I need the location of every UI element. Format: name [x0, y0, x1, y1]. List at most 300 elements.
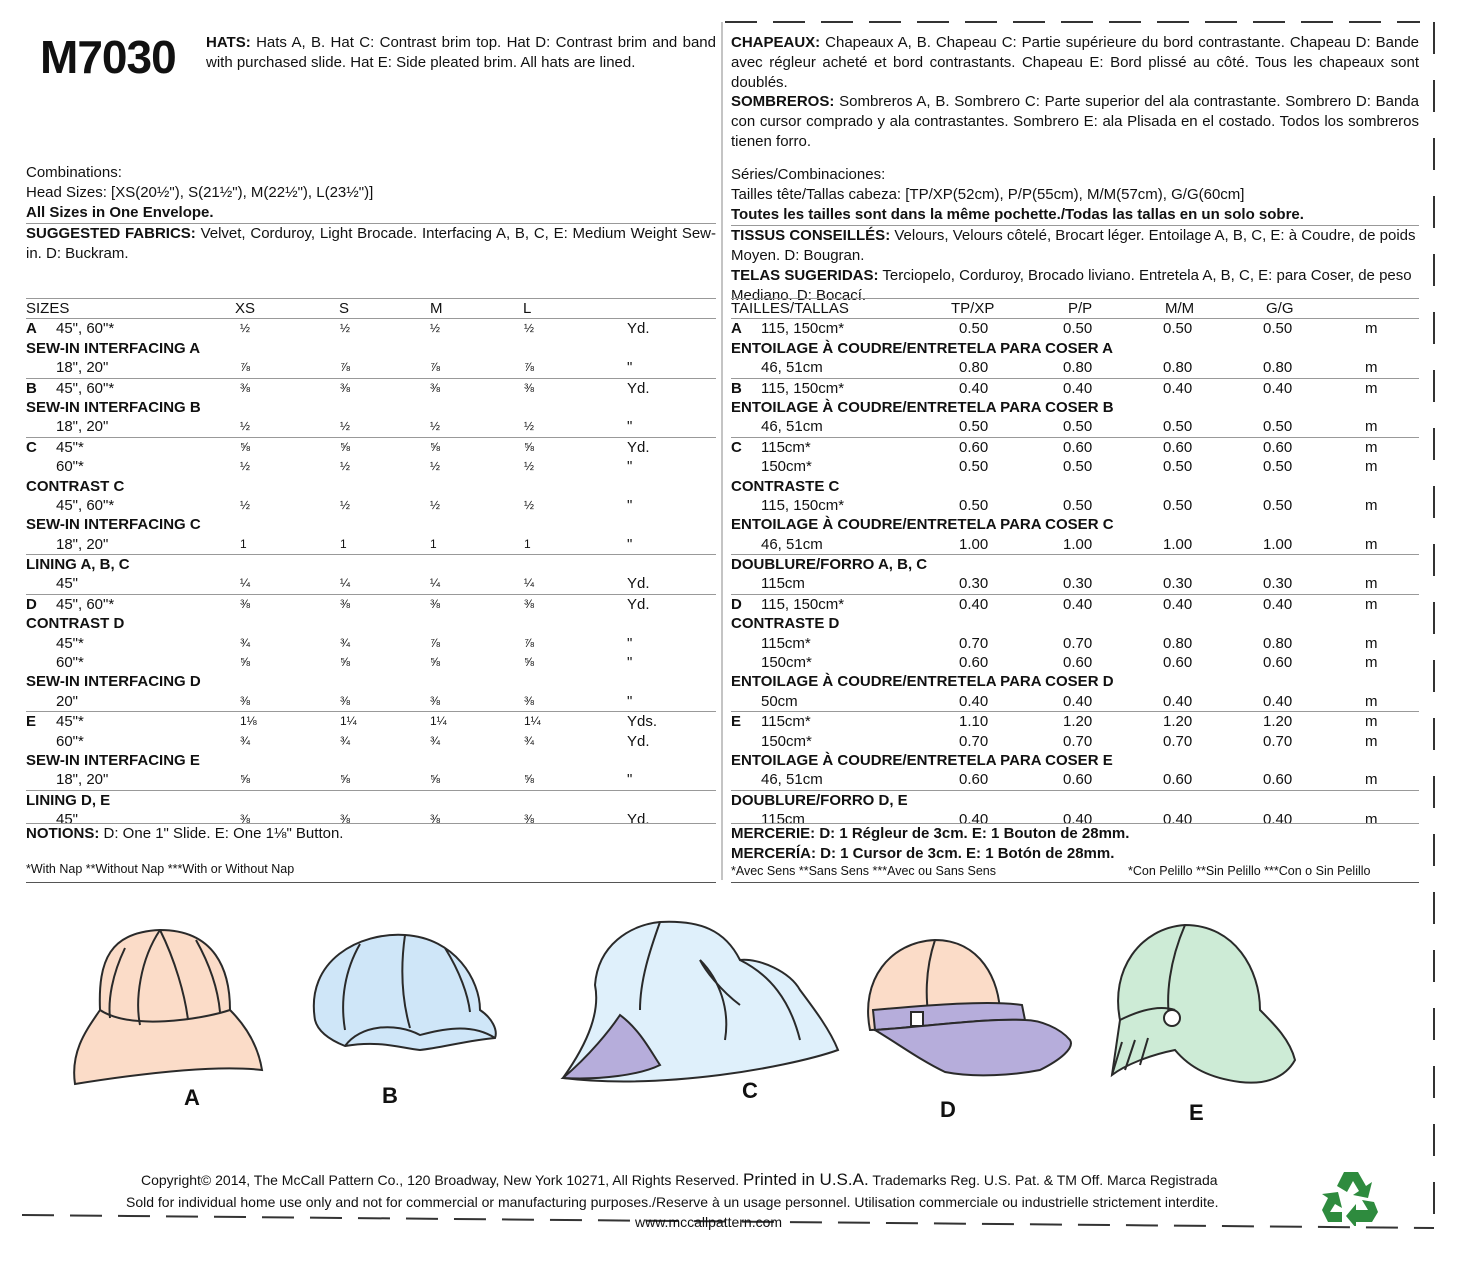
recycle-icon — [1320, 1168, 1382, 1226]
yardage-value: 1.00 — [959, 535, 989, 553]
table-header — [731, 298, 1419, 318]
yardage-value: 0.30 — [1163, 575, 1193, 593]
footnote-fr: *Avec Sens **Sans Sens ***Avec ou Sans Sens — [731, 864, 996, 878]
yardage-value: 0.70 — [1063, 732, 1093, 750]
table-section-heading — [26, 515, 716, 534]
yardage-value: ½ — [524, 459, 535, 474]
yardage-value: ⅜ — [240, 693, 251, 708]
yardage-value: ⅝ — [240, 439, 251, 454]
section-title: CONTRAST C — [26, 477, 125, 495]
yardage-value: 1¼ — [524, 714, 541, 729]
fabric-width: 60"* — [56, 654, 84, 672]
unit: m — [1365, 713, 1378, 731]
table-section-heading — [26, 398, 716, 417]
unit: m — [1365, 634, 1378, 652]
view-letter: A — [731, 320, 742, 338]
yardage-value: 1.00 — [1263, 535, 1293, 553]
yardage-value: ¾ — [340, 733, 351, 748]
yardage-value: ⅜ — [340, 812, 351, 827]
usage-line: Sold for individual home use only and not for commercial or manufacturing purposes./Reserve à un usage personnel. Utilisation commerciale ou industrielle strictement interdite. — [126, 1194, 1219, 1210]
table-section-heading — [26, 790, 716, 810]
yardage-value: 0.50 — [1163, 458, 1193, 476]
yardage-value: ⅜ — [524, 693, 535, 708]
yardage-value: 0.50 — [1063, 496, 1093, 514]
yardage-value: ¾ — [524, 733, 535, 748]
fabric-width: 46, 51cm — [761, 418, 823, 436]
unit: m — [1365, 575, 1378, 593]
table-row — [731, 496, 1419, 515]
table-section-heading — [26, 614, 716, 633]
section-title: ENTOILAGE À COUDRE/ENTRETELA PARA COSER B — [731, 398, 1114, 416]
yardage-value: 0.60 — [1263, 654, 1293, 672]
yardage-value: ⅜ — [430, 380, 441, 395]
view-letter: C — [731, 438, 742, 456]
fabric-width: 115, 150cm* — [761, 379, 845, 397]
yardage-value: 0.70 — [1163, 732, 1193, 750]
yardage-value: 1 — [240, 536, 247, 551]
unit: " — [627, 496, 633, 514]
fabric-width: 46, 51cm — [761, 771, 823, 789]
fabric-width: 115cm* — [761, 634, 811, 652]
table-section-heading — [731, 398, 1419, 417]
table-row — [731, 770, 1419, 789]
table-row — [731, 574, 1419, 593]
yardage-value: 0.40 — [1063, 692, 1093, 710]
table-row — [731, 634, 1419, 653]
yardage-value: 0.80 — [1163, 359, 1193, 377]
table-section-heading — [731, 477, 1419, 496]
fabric-width: 115cm* — [761, 438, 811, 456]
table-row — [731, 711, 1419, 731]
unit: m — [1365, 535, 1378, 553]
table-row — [26, 535, 716, 554]
hat-a-drawing — [74, 930, 262, 1084]
yardage-value: 0.60 — [959, 438, 989, 456]
fabric-width: 45", 60"* — [56, 595, 115, 613]
fabric-width: 115cm — [761, 575, 805, 593]
yardage-value: ¾ — [430, 733, 441, 748]
table-row — [26, 318, 716, 338]
table-row — [26, 770, 716, 789]
table-row — [26, 653, 716, 672]
table-section-heading — [26, 672, 716, 691]
yardage-value: 1.20 — [1063, 713, 1093, 731]
table-row — [731, 417, 1419, 436]
table-row — [26, 496, 716, 515]
section-title: ENTOILAGE À COUDRE/ENTRETELA PARA COSER D — [731, 673, 1114, 691]
fabric-width: 45" — [56, 811, 79, 829]
table-row — [731, 653, 1419, 672]
yardage-value: ⅞ — [430, 635, 441, 650]
yardage-value: 0.80 — [1063, 359, 1093, 377]
unit: Yd. — [627, 732, 650, 750]
table-header-cell: M/M — [1165, 300, 1195, 317]
table-row — [26, 732, 716, 751]
fabric-width: 50cm — [761, 692, 798, 710]
unit: " — [627, 692, 633, 710]
unit: m — [1365, 692, 1378, 710]
yardage-value: 0.40 — [1263, 379, 1293, 397]
yardage-value: 1.20 — [1163, 713, 1193, 731]
fabric-width: 115, 150cm* — [761, 496, 845, 514]
footnote-es: *Con Pelillo **Sin Pelillo ***Con o Sin Pelillo — [1128, 864, 1371, 878]
yardage-value: ½ — [240, 497, 251, 512]
fabric-width: 115cm — [761, 811, 805, 829]
yardage-value: 1.00 — [1063, 535, 1093, 553]
hat-b-drawing — [314, 935, 496, 1050]
yardage-value: ⅞ — [240, 360, 251, 375]
fabric-width: 18", 20" — [56, 771, 109, 789]
notions-en: NOTIONS: D: One 1" Slide. E: One 1⅛" Button. — [26, 823, 716, 844]
section-title: CONTRASTE D — [731, 615, 840, 633]
yardage-value: ⅜ — [524, 812, 535, 827]
yardage-value: ⅜ — [524, 596, 535, 611]
yardage-value: ¼ — [340, 576, 351, 591]
fabric-width: 18", 20" — [56, 535, 109, 553]
yardage-value: 0.80 — [1263, 634, 1293, 652]
yardage-value: 0.60 — [959, 654, 989, 672]
section-title: SEW-IN INTERFACING B — [26, 398, 201, 416]
yardage-value: ⅝ — [430, 439, 441, 454]
table-header-cell: P/P — [1068, 300, 1093, 317]
table-row — [731, 457, 1419, 476]
table-row — [26, 417, 716, 436]
intro-fr: CHAPEAUX: Chapeaux A, B. Chapeau C: Partie supérieure du bord contrastante. Chapeau D: Bande avec régleur acheté et bord contrastants. Chapeau E: Bord plissé au côté. Tous les chapeaux sont doublés. — [731, 34, 1420, 91]
yardage-value: ⅜ — [240, 812, 251, 827]
yardage-value: 0.50 — [1063, 418, 1093, 436]
hat-label-d: D — [940, 1097, 956, 1122]
view-letter: B — [26, 379, 37, 397]
section-title: DOUBLURE/FORRO A, B, C — [731, 556, 928, 574]
unit: m — [1365, 732, 1378, 750]
view-letter: D — [731, 595, 742, 613]
yardage-value: 0.40 — [1163, 692, 1193, 710]
info-fr: Séries/Combinaciones: Tailles tête/Tallas cabeza: [TP/XP(52cm), P/P(55cm), M/M(57cm), G/G(60cm] Toutes les tailles sont dans la même pochette./Todas las tallas en un solo sobre. TISSUS CONSEILLÉS: Velours, Velours côtelé, Brocart léger. Entoilage A, B, C, E: à Coudre, de poids Moyen. D: Bougran. TELAS SUGERIDAS: Terciopelo, Corduroy, Brocado liviano. Entretela A, B, C, E: para Coser, de peso Mediano. D: Bocací. — [731, 165, 1419, 306]
hat-d-drawing — [868, 940, 1071, 1075]
table-section-heading — [731, 614, 1419, 633]
yardage-value: ½ — [430, 459, 441, 474]
section-title: CONTRAST D — [26, 615, 125, 633]
section-title: SEW-IN INTERFACING E — [26, 751, 200, 769]
unit: " — [627, 359, 633, 377]
table-header-cell: TAILLES/TALLAS — [731, 300, 849, 317]
info-en: Combinations: Head Sizes: [XS(20½"), S(21½"), M(22½"), L(23½")] All Sizes in One Envelope. SUGGESTED FABRICS: Velvet, Corduroy, Light Brocade. Interfacing A, B, C, E: Medium Weight Sew-in. D: Buckram. — [26, 164, 716, 262]
yardage-value: ½ — [240, 459, 251, 474]
table-section-heading — [731, 672, 1419, 691]
section-title: SEW-IN INTERFACING D — [26, 673, 201, 691]
table-row — [731, 594, 1419, 614]
yardage-value: 0.40 — [1263, 692, 1293, 710]
yardage-value: ⅝ — [340, 655, 351, 670]
table-row — [26, 594, 716, 614]
unit: m — [1365, 595, 1378, 613]
yardage-value: 0.40 — [1163, 379, 1193, 397]
yardage-value: 0.30 — [1063, 575, 1093, 593]
yardage-value: 0.40 — [959, 379, 989, 397]
table-row — [26, 634, 716, 653]
yardage-value: ⅝ — [524, 655, 535, 670]
footnote-divider-en — [26, 882, 716, 883]
table-header-cell: XS — [235, 300, 256, 317]
fabric-width: 46, 51cm — [761, 359, 823, 377]
fabric-width: 60"* — [56, 732, 84, 750]
table-row — [26, 358, 716, 377]
table-header-cell: S — [339, 300, 350, 317]
unit: " — [627, 418, 633, 436]
website[interactable]: www.mccallpattern.com — [635, 1214, 783, 1230]
yardage-value: 1 — [524, 536, 531, 551]
yardage-value: 0.50 — [1263, 496, 1293, 514]
fabric-width: 150cm* — [761, 654, 812, 672]
table-row — [731, 378, 1419, 398]
yardage-value: 0.50 — [959, 418, 989, 436]
unit: m — [1365, 496, 1378, 514]
yardage-value: ⅜ — [240, 380, 251, 395]
view-letter: C — [26, 438, 37, 456]
unit: m — [1365, 811, 1378, 829]
yardage-value: ⅞ — [340, 360, 351, 375]
fabric-width: 45"* — [56, 438, 84, 456]
yardage-value: ⅞ — [524, 635, 535, 650]
table-row — [26, 711, 716, 731]
section-title: LINING A, B, C — [26, 556, 130, 574]
yardage-table-en — [26, 298, 716, 830]
view-letter: B — [731, 379, 742, 397]
yardage-value: 0.40 — [1263, 595, 1293, 613]
yardage-value: 0.50 — [1163, 418, 1193, 436]
unit: m — [1365, 438, 1378, 456]
yardage-value: 0.50 — [1163, 320, 1193, 338]
table-header-cell: SIZES — [26, 300, 70, 317]
table-row — [26, 457, 716, 476]
fabric-width: 20" — [56, 692, 79, 710]
unit: " — [627, 634, 633, 652]
yardage-value: ½ — [430, 321, 441, 336]
yardage-value: ¼ — [240, 576, 251, 591]
unit: m — [1365, 379, 1378, 397]
copyright-line: Copyright© 2014, The McCall Pattern Co., 120 Broadway, New York 10271, All Rights Reserved. Printed in U.S.A. Trademarks Reg. U.S. Pat. & TM Off. Marca Registrada — [141, 1170, 1218, 1189]
yardage-value: ½ — [524, 321, 535, 336]
fabric-width: 45", 60"* — [56, 379, 115, 397]
yardage-value: ⅜ — [430, 693, 441, 708]
yardage-value: 0.50 — [959, 496, 989, 514]
yardage-value: 0.40 — [959, 692, 989, 710]
yardage-value: 0.40 — [1063, 595, 1093, 613]
yardage-value: ⅜ — [524, 380, 535, 395]
unit: m — [1365, 654, 1378, 672]
yardage-value: ¾ — [240, 733, 251, 748]
yardage-value: ½ — [340, 497, 351, 512]
yardage-value: ½ — [340, 419, 351, 434]
yardage-value: 1.00 — [1163, 535, 1193, 553]
yardage-value: 0.60 — [1163, 438, 1193, 456]
yardage-value: 0.60 — [1263, 438, 1293, 456]
yardage-value: ⅝ — [240, 655, 251, 670]
yardage-value: 0.60 — [1063, 438, 1093, 456]
yardage-value: ⅜ — [430, 596, 441, 611]
table-header — [26, 298, 716, 318]
intro-es: SOMBREROS: Sombreros A, B. Sombrero C: Parte superior del ala contrastante. Sombrero D: Banda con cursor comprado y ala contrastantes. Sombrero E: ala Plisada en el costado. Todos los sombreros tienen forro. — [731, 93, 1419, 150]
yardage-value: 0.50 — [1263, 458, 1293, 476]
notions-fr: MERCERIE: D: 1 Régleur de 3cm. E: 1 Bouton de 28mm. MERCERÍA: D: 1 Cursor de 3cm. E: 1 Botón de 28mm. — [731, 823, 1419, 864]
fabric-width: 115, 150cm* — [761, 320, 845, 338]
table-header-cell: G/G — [1266, 300, 1294, 317]
hat-c-drawing — [563, 922, 838, 1082]
yardage-value: 0.60 — [959, 771, 989, 789]
table-section-heading — [731, 339, 1419, 358]
yardage-value: ¾ — [240, 635, 251, 650]
table-row — [26, 378, 716, 398]
yardage-value: 0.50 — [1063, 458, 1093, 476]
fabric-width: 46, 51cm — [761, 535, 823, 553]
table-row — [731, 732, 1419, 751]
yardage-value: ½ — [240, 419, 251, 434]
hat-label-a: A — [184, 1085, 200, 1110]
fabric-width: 45", 60"* — [56, 320, 115, 338]
fabric-width: 115cm* — [761, 713, 811, 731]
table-header-cell: M — [430, 300, 443, 317]
yardage-value: ⅝ — [430, 772, 441, 787]
table-row — [731, 437, 1419, 457]
yardage-value: 0.40 — [1163, 811, 1193, 829]
section-title: ENTOILAGE À COUDRE/ENTRETELA PARA COSER A — [731, 339, 1113, 357]
yardage-table-fr — [731, 298, 1419, 830]
unit: Yds. — [627, 713, 658, 731]
fabric-width: 45"* — [56, 634, 84, 652]
table-header-cell: L — [523, 300, 532, 317]
yardage-value: 0.40 — [1063, 811, 1093, 829]
yardage-value: 1¼ — [430, 714, 447, 729]
yardage-value: ⅞ — [524, 360, 535, 375]
yardage-value: ½ — [340, 459, 351, 474]
unit: m — [1365, 418, 1378, 436]
yardage-value: 0.70 — [1063, 634, 1093, 652]
yardage-value: 0.60 — [1163, 771, 1193, 789]
yardage-value: ⅝ — [524, 772, 535, 787]
hat-label-b: B — [382, 1083, 398, 1108]
unit: " — [627, 458, 633, 476]
yardage-value: 1¼ — [340, 714, 357, 729]
yardage-value: 0.40 — [1063, 379, 1093, 397]
fabric-width: 60"* — [56, 458, 84, 476]
yardage-value: 0.40 — [1163, 595, 1193, 613]
fabric-width: 18", 20" — [56, 359, 109, 377]
pattern-number: M7030 — [40, 31, 176, 83]
table-section-heading — [731, 790, 1419, 810]
table-section-heading — [731, 751, 1419, 770]
view-letter: E — [26, 713, 37, 731]
unit: " — [627, 535, 633, 553]
yardage-value: ½ — [240, 321, 251, 336]
unit: " — [627, 654, 633, 672]
table-section-heading — [26, 477, 716, 496]
fabric-width: 45", 60"* — [56, 496, 115, 514]
unit: m — [1365, 458, 1378, 476]
section-title: DOUBLURE/FORRO D, E — [731, 791, 908, 809]
view-letter: E — [731, 713, 742, 731]
yardage-value: ½ — [430, 497, 441, 512]
yardage-value: 1 — [430, 536, 437, 551]
table-row — [731, 318, 1419, 338]
yardage-value: ¾ — [340, 635, 351, 650]
fabric-width: 150cm* — [761, 458, 812, 476]
fabric-width: 45"* — [56, 713, 84, 731]
hat-illustrations — [0, 900, 1461, 1140]
table-section-heading — [731, 515, 1419, 534]
yardage-value: 0.60 — [1263, 771, 1293, 789]
yardage-value: 0.70 — [959, 732, 989, 750]
fabric-width: 18", 20" — [56, 418, 109, 436]
yardage-value: 0.50 — [1063, 320, 1093, 338]
yardage-value: 0.30 — [959, 575, 989, 593]
yardage-value: 0.40 — [959, 811, 989, 829]
yardage-value: ½ — [430, 419, 441, 434]
yardage-value: ⅜ — [340, 380, 351, 395]
unit: Yd. — [627, 379, 650, 397]
view-letter: A — [26, 320, 37, 338]
yardage-value: ⅝ — [240, 772, 251, 787]
yardage-value: 0.50 — [1163, 496, 1193, 514]
yardage-value: 0.40 — [959, 595, 989, 613]
section-title: ENTOILAGE À COUDRE/ENTRETELA PARA COSER E — [731, 751, 1113, 769]
yardage-value: ⅞ — [430, 360, 441, 375]
yardage-value: 0.60 — [1163, 654, 1193, 672]
unit: Yd. — [627, 575, 650, 593]
yardage-value: ⅝ — [340, 772, 351, 787]
table-section-heading — [26, 339, 716, 358]
footnote-en: *With Nap **Without Nap ***With or Without Nap — [26, 862, 295, 876]
yardage-value: 0.80 — [1163, 634, 1193, 652]
table-row — [731, 358, 1419, 377]
yardage-value: 0.60 — [1063, 771, 1093, 789]
section-title: SEW-IN INTERFACING C — [26, 516, 201, 534]
section-title: ENTOILAGE À COUDRE/ENTRETELA PARA COSER C — [731, 516, 1114, 534]
hat-e-drawing — [1112, 925, 1295, 1083]
unit: Yd. — [627, 438, 650, 456]
yardage-value: ¼ — [524, 576, 535, 591]
table-section-heading — [26, 554, 716, 574]
fabric-width: 150cm* — [761, 732, 812, 750]
yardage-value: 0.80 — [1263, 359, 1293, 377]
yardage-value: 0.70 — [1263, 732, 1293, 750]
table-row — [26, 574, 716, 593]
yardage-value: 0.30 — [1263, 575, 1293, 593]
hat-label-c: C — [742, 1078, 758, 1103]
yardage-value: 0.50 — [959, 320, 989, 338]
yardage-value: ⅝ — [340, 439, 351, 454]
unit: m — [1365, 359, 1378, 377]
unit: Yd. — [627, 595, 650, 613]
table-section-heading — [731, 554, 1419, 574]
yardage-value: 0.50 — [959, 458, 989, 476]
unit: m — [1365, 771, 1378, 789]
unit: m — [1365, 320, 1378, 338]
yardage-value: 0.80 — [959, 359, 989, 377]
intro-en: HATS: Hats A, B. Hat C: Contrast brim top. Hat D: Contrast brim and band with purchased slide. Hat E: Side pleated brim. All hats are lined. — [206, 34, 716, 71]
table-header-cell: TP/XP — [951, 300, 995, 317]
yardage-value: 0.50 — [1263, 320, 1293, 338]
yardage-value: 1 — [340, 536, 347, 551]
yardage-value: ½ — [340, 321, 351, 336]
table-row — [26, 692, 716, 711]
yardage-value: ⅜ — [340, 596, 351, 611]
section-title: LINING D, E — [26, 791, 111, 809]
yardage-value: 1.10 — [959, 713, 989, 731]
yardage-value: 1.20 — [1263, 713, 1293, 731]
fabric-width: 115, 150cm* — [761, 595, 845, 613]
table-row — [731, 692, 1419, 711]
yardage-value: 0.50 — [1263, 418, 1293, 436]
